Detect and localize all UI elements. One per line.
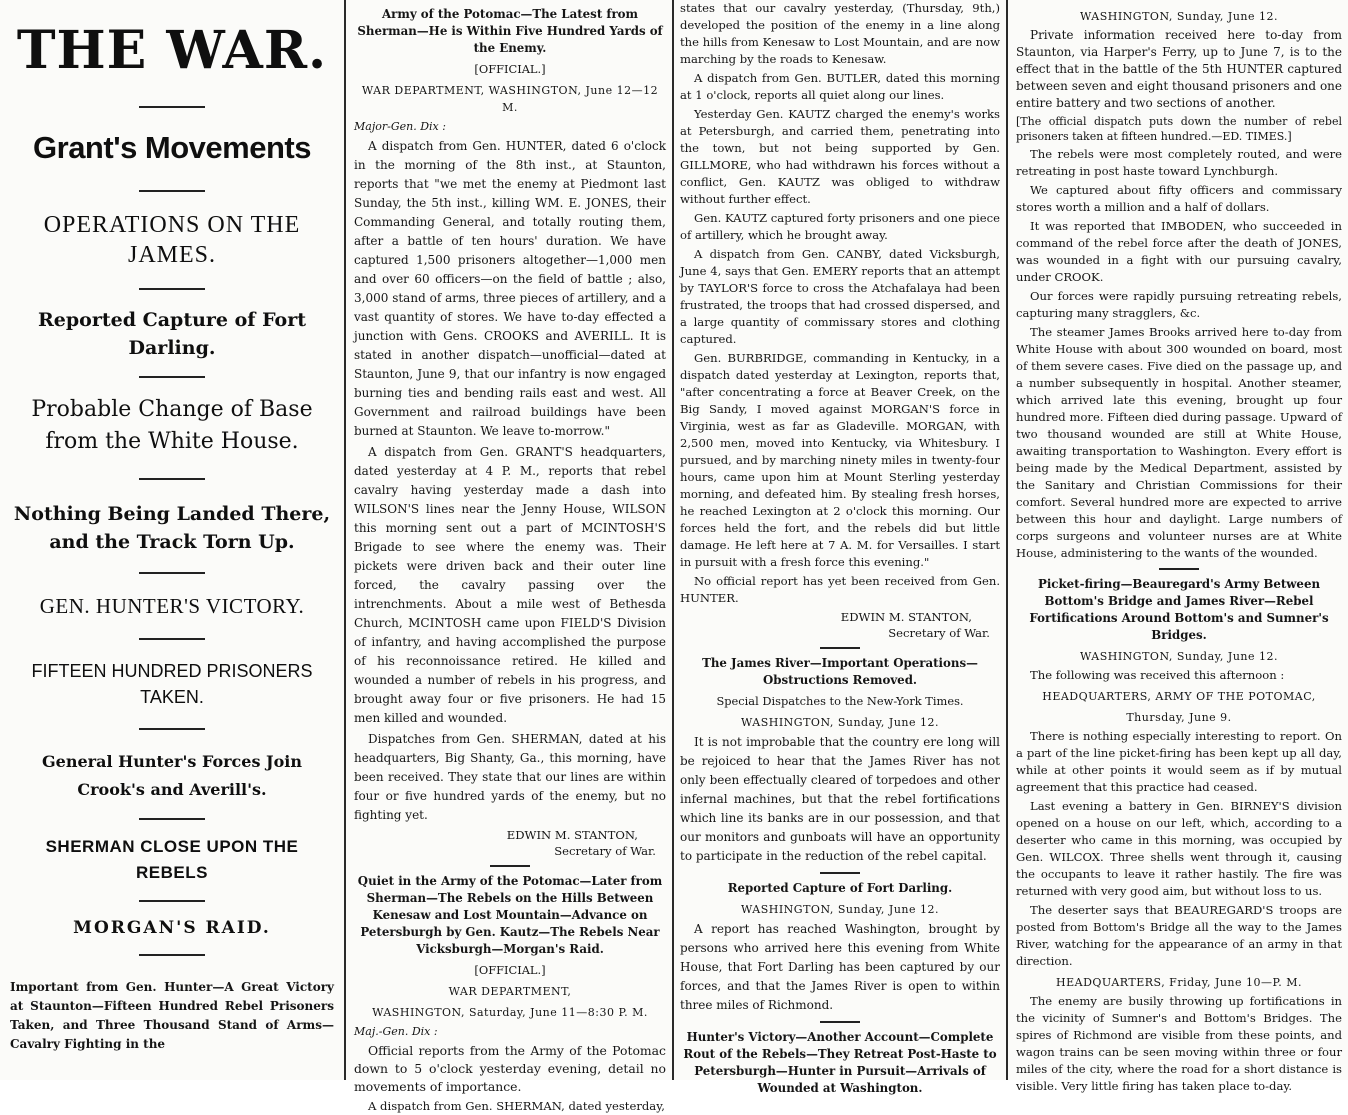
divider: [139, 190, 205, 192]
article-heading: Hunter's Victory—Another Account—Complete Rout of the Rebels—They Retreat Post-Haste to Petersburgh—Hunter in Pursuit—Arrivals of Wounded at Washington.: [683, 1030, 997, 1095]
official-label: [OFFICIAL.]: [474, 963, 546, 977]
page-title: THE WAR.: [16, 20, 328, 81]
headline-fort-darling: Reported Capture of Fort Darling.: [37, 309, 306, 359]
divider: [139, 638, 205, 640]
divider: [139, 288, 205, 290]
headquarters-line: HEADQUARTERS, Friday, June 10—P. M.: [1056, 976, 1302, 989]
headline-grants-movements: Grant's Movements: [33, 130, 311, 165]
column-rule: [1006, 0, 1008, 1080]
paragraph: Gen. KAUTZ captured forty prisoners and one piece of artillery, which he brought away.: [680, 211, 1000, 242]
headquarters-line: HEADQUARTERS, ARMY OF THE POTOMAC,: [1042, 690, 1316, 703]
paragraph: There is nothing especially interesting to report. On a part of the line picket-firing has been kept up all day, while at other points it would seem as if by mutual agreement that this practice had ceased.: [1016, 729, 1342, 794]
divider: [1159, 568, 1199, 570]
dateline: WAR DEPARTMENT,: [448, 985, 572, 998]
paragraph: A dispatch from Gen. HUNTER, dated 6 o'clock in the morning of the 8th inst., at Staunton, reports that "we met the enemy at Piedmont last Sunday, the 5th inst., killing WM. E. JONES, their Commanding General, and totally routing them, after a battle of ten hours' duration. We have captured 1,500 prisoners altogether—1,000 men and over 60 officers—on the field of battle ; also, 3,000 stand of arms, three pieces of artillery, and a vast quantity of stores. We have to-day effected a junction with Gens. CROOKS and AVERILL. It is stated in another dispatch—unofficial—dated at Staunton, June 9, that our infantry is now engaged burning ties and bending rails east and west. All Government and railroad buildings have been burned at Staunton. We leave to-morrow.": [354, 139, 666, 438]
headline-column: [4, 0, 338, 1080]
salutation: Major-Gen. Dix :: [354, 120, 446, 133]
divider: [139, 106, 205, 108]
paragraph: A dispatch from Gen. BUTLER, dated this morning at 1 o'clock, reports all quiet along our lines.: [680, 71, 1000, 102]
paragraph: It was reported that IMBODEN, who succeeded in command of the rebel force after the death of JONES, was wounded in a fight with our pursuing cavalry, under CROOK.: [1016, 219, 1342, 284]
signature-title: Secretary of War.: [554, 844, 656, 858]
divider: [139, 728, 205, 730]
headquarters-date: Thursday, June 9.: [1126, 711, 1232, 724]
article-heading: Army of the Potomac—The Latest from Sherman—He is Within Five Hundred Yards of the Enemy.: [357, 7, 663, 55]
headline-morgans-raid: MORGAN'S RAID.: [73, 918, 271, 938]
paragraph: We captured about fifty officers and commissary stores worth a million and a half of dollars.: [1016, 183, 1342, 214]
paragraph: Private information received here to-day from Staunton, via Harper's Ferry, up to June 7, is to the effect that in the battle of the 5th HUNTER captured between seven and eight thousand prisoners and one entire battery and two sections of another.: [1016, 28, 1342, 110]
divider: [139, 478, 205, 480]
article-heading: Quiet in the Army of the Potomac—Later from Sherman—The Rebels on the Hills Between Kenesaw and Lost Mountain—Advance on Petersburgh by Gen. Kautz—The Rebels Near Vicksburgh—Morgan's Raid.: [357, 874, 663, 956]
paragraph: Last evening a battery in Gen. BIRNEY'S division opened on a house on our left, which, according to a deserter who came in this morning, was occupied by Gen. WILCOX. Three shells went through it, causing the occupants to leave it rather hastily. The fire was returned with very good aim, but without loss to us.: [1016, 799, 1342, 898]
article-heading: Picket-firing—Beauregard's Army Between Bottom's Bridge and James River—Rebel Fortifications Around Bottom's and Sumner's Bridges.: [1029, 577, 1329, 642]
divider: [139, 900, 205, 902]
signature-name: EDWIN M. STANTON,: [840, 610, 972, 624]
divider: [139, 572, 205, 574]
dateline: WASHINGTON, Sunday, June 12.: [1080, 650, 1278, 663]
paragraph: A dispatch from Gen. GRANT'S headquarters, dated yesterday at 4 P. M., reports that rebel cavalry having yesterday made a dash into WILSON'S lines near the Jenny House, WILSON this morning sent out a part of MCINTOSH'S Brigade to see where the enemy was. Their pickets were driven back and their outer line forced, the cavalry passing over the intrenchments. About a mile west of Bethesda Church, MCINTOSH came upon FIELD'S Division of infantry, and having accomplished the purpose of his reconnoissance retired. He killed and wounded a number of rebels in his progress, and brought away four or five prisoners. He had 15 men killed and wounded.: [354, 445, 666, 725]
divider: [490, 865, 530, 867]
paragraph: Dispatches from Gen. SHERMAN, dated at his headquarters, Big Shanty, Ga., this morning, have been received. They state that our lines are within four or five hundred yards of the enemy, but no fighting yet.: [354, 732, 666, 822]
paragraph: The following was received this afternoon :: [1030, 668, 1285, 682]
special-dispatch-label: Special Dispatches to the New-York Times.: [716, 694, 964, 708]
headline-prisoners-taken: FIFTEEN HUNDRED PRISONERS TAKEN.: [31, 661, 313, 707]
paragraph: No official report has yet been received from Gen. HUNTER.: [680, 574, 1000, 605]
dateline: WAR DEPARTMENT, WASHINGTON, June 12—12 M.: [361, 84, 659, 114]
paragraph: It is not improbable that the country ere long will be rejoiced to hear that the James River has not only been effectually cleared of torpedoes and other infernal machines, but that the rebel fortifications which line its banks are in our possession, and that our monitors and gunboats will have an opportunity to participate in the reduction of the rebel capital.: [680, 735, 1000, 863]
dateline: WASHINGTON, Sunday, June 12.: [741, 716, 939, 729]
paragraph: A dispatch from Gen. CANBY, dated Vicksburgh, June 4, says that Gen. EMERY reports that an attempt by TAYLOR'S force to cross the Atchafalaya had been frustrated, the troops that had crossed dispersed, and a large quantity of commissary stores and clothing captured.: [680, 247, 1000, 346]
headline-change-of-base: Probable Change of Base from the White House.: [31, 397, 313, 454]
article-heading: Reported Capture of Fort Darling.: [727, 881, 953, 895]
divider: [820, 872, 860, 874]
headline-deck: Important from Gen. Hunter—A Great Victory at Staunton—Fifteen Hundred Rebel Prisoners Taken, and Three Thousand Stand of Arms—Cavalry Fighting in the: [10, 980, 334, 1051]
paragraph: Yesterday Gen. KAUTZ charged the enemy's works at Petersburgh, and carried them, penetrating into the town, but not being supported by Gen. GILLMORE, who had withdrawn his forces without a conflict, Gen. KAUTZ was obliged to withdraw without further effect.: [680, 107, 1000, 206]
article-heading: The James River—Important Operations—Obstructions Removed.: [702, 656, 978, 687]
headline-hunter-joins: General Hunter's Forces Join Crook's and Averill's.: [42, 752, 302, 799]
paragraph: The rebels were most completely routed, and were retreating in post haste toward Lynchburgh.: [1016, 147, 1342, 178]
paragraph: The enemy are busily throwing up fortifications in the vicinity of Sumner's and Bottom's Bridges. The spires of Richmond are visible from these points, and wagon trains can be seen moving within three or four miles of the city, where the road for a short distance is visible. Very little firing has taken place to-day.: [1016, 994, 1342, 1093]
divider: [139, 376, 205, 378]
column-rule: [344, 0, 346, 1080]
headline-hunters-victory: GEN. HUNTER'S VICTORY.: [39, 594, 305, 618]
dateline: WASHINGTON, Saturday, June 11—8:30 P. M.: [372, 1006, 648, 1019]
paragraph: A dispatch from Gen. SHERMAN, dated yesterday,: [368, 1099, 665, 1113]
editor-note: [The official dispatch puts down the number of rebel prisoners taken at fifteen hundred.—ED. TIMES.]: [1016, 115, 1342, 143]
divider: [820, 647, 860, 649]
dateline: WASHINGTON, Sunday, June 12.: [1080, 10, 1278, 23]
divider: [139, 818, 205, 820]
paragraph: The deserter says that BEAUREGARD'S troops are posted from Bottom's Bridge all the way to the James River, watching for the appearance of an army in that direction.: [1016, 903, 1342, 968]
signature-name: EDWIN M. STANTON,: [506, 828, 638, 842]
divider: [139, 954, 205, 956]
column-4: [1014, 0, 1344, 1093]
official-label: [OFFICIAL.]: [474, 62, 546, 76]
column-2: [352, 0, 668, 1113]
headline-operations-james: OPERATIONS ON THE JAMES.: [43, 212, 301, 268]
column-rule: [672, 0, 674, 1080]
signature-title: Secretary of War.: [888, 626, 990, 640]
column-3: [678, 0, 1002, 1095]
divider: [820, 1021, 860, 1023]
paragraph: Official reports from the Army of the Potomac down to 5 o'clock yesterday evening, detail no movements of importance.: [354, 1043, 666, 1094]
paragraph: Our forces were rapidly pursuing retreating rebels, capturing many stragglers, &c.: [1016, 289, 1342, 320]
paragraph: A report has reached Washington, brought by persons who arrived here this evening from White House, that Fort Darling has been captured by our forces, and that the James River is open to within three miles of Richmond.: [680, 922, 1000, 1012]
paragraph: The steamer James Brooks arrived here to-day from White House with about 300 wounded on board, most of them severe cases. Five died on the passage up, and a number subsequently in hospital. Another steamer, which arrived late this evening, brought up four hundred more. Fifteen died during passage. Upward of two thousand wounded are still at White House, awaiting transportation to Washington. Every effort is being made by the Medical Department, assisted by the Sanitary and Christian Commissions for their comfort. Several hundred more are expected to arrive between this hour and daylight. Large numbers of corps surgeons and volunteer nurses are at White House, administering to the wants of the wounded.: [1016, 325, 1342, 560]
salutation: Maj.-Gen. Dix :: [354, 1025, 438, 1038]
paragraph: states that our cavalry yesterday, (Thursday, 9th,) developed the position of the enemy in a line along the hills from Kenesaw to Lost Mountain, and are now marching by the roads to Kenesaw.: [680, 1, 1000, 66]
dateline: WASHINGTON, Sunday, June 12.: [741, 903, 939, 916]
paragraph: Gen. BURBRIDGE, commanding in Kentucky, in a dispatch dated yesterday at Lexington, reports that, "after concentrating a force at Beaver Creek, on the Big Sandy, I moved against MORGAN'S force in Virginia, west as far as Gladeville. MORGAN, with 2,500 men, moved into Kentucky, via Whitesbury. I pursued, and by marching ninety miles in twenty-four hours, came upon him at Mount Sterling yesterday morning, and defeated him. By stealing fresh horses, he reached Lexington at 2 o'clock this morning. Our forces held the fort, and the rebels did but little damage. He left here at 7 A. M. for Versailles. I start in pursuit with a fresh force this evening.": [680, 351, 1000, 569]
headline-sherman: SHERMAN CLOSE UPON THE REBELS: [45, 837, 299, 882]
headline-nothing-landed: Nothing Being Landed There, and the Track Torn Up.: [13, 503, 331, 553]
